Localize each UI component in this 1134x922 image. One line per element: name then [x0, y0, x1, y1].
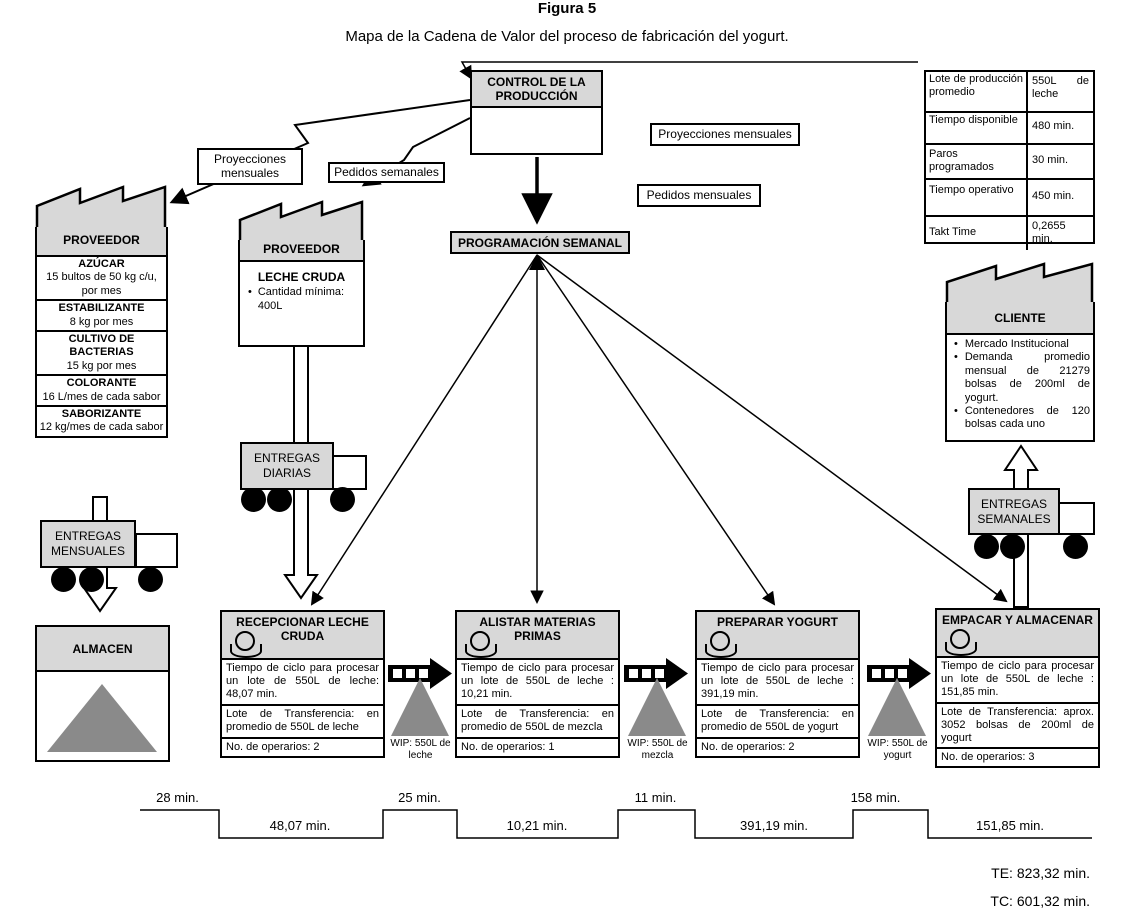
- supply-item-detail: 8 kg por mes: [69, 315, 134, 328]
- metrics-table: [924, 70, 1095, 244]
- customer-bullet: Demanda promedio mensual de 21279 bolsas de 200ml de yogurt.: [964, 351, 1090, 404]
- factory-icon: [945, 262, 1095, 302]
- supplier-milk-product: LECHE CRUDA: [257, 270, 346, 284]
- metric-value: 480 min.: [1032, 120, 1075, 132]
- wheel-icon: [51, 567, 76, 592]
- timeline-wait-label: 25 min.: [398, 790, 441, 805]
- customer-title: CLIENTE: [945, 302, 1095, 335]
- supplier-left-title: PROVEEDOR: [35, 227, 168, 257]
- label-weekly-orders: Pedidos semanales: [328, 162, 445, 183]
- warehouse-title: ALMACEN: [35, 625, 170, 672]
- wheel-icon: [974, 534, 999, 559]
- timeline-wait-label: 11 min.: [634, 790, 677, 805]
- warehouse-box: [35, 625, 170, 762]
- process-transfer: Lote de Transferencia: aprox. 3052 bolsas de 200ml de yogurt: [935, 702, 1100, 750]
- wip-label: WIP: 550L de mezcla: [627, 738, 688, 761]
- wip-label: WIP: 550L de leche: [390, 738, 451, 761]
- label-monthly-projections-left: Proyecciones mensuales: [197, 148, 303, 185]
- bullet-dot: •: [954, 338, 958, 350]
- supply-item-detail: 16 L/mes de cada sabor: [42, 390, 161, 403]
- metric-label: Lote de producción promedio: [926, 72, 1028, 111]
- wheel-icon: [1000, 534, 1025, 559]
- production-control-box: [470, 70, 603, 155]
- supply-item: [35, 405, 168, 438]
- timeline-wait-label: 158 min.: [850, 790, 901, 805]
- process-title: PREPARAR YOGURT: [717, 615, 838, 629]
- truck-monthly-label: ENTREGAS MENSUALES: [40, 520, 136, 568]
- process-box-recepcionar: [220, 610, 385, 758]
- supply-item-name: ESTABILIZANTE: [58, 302, 145, 315]
- supplier-milk-title: PROVEEDOR: [238, 240, 365, 262]
- wip-triangle-icon: [628, 678, 686, 736]
- process-box-alistar: [455, 610, 620, 758]
- process-header: [455, 610, 620, 660]
- wheel-icon: [330, 487, 355, 512]
- process-title: EMPACAR Y ALMACENAR: [942, 613, 1093, 627]
- production-control-body: [470, 106, 603, 155]
- bullet-dot: •: [248, 286, 252, 299]
- supply-item-detail: 12 kg/mes de cada sabor: [39, 421, 164, 434]
- truck-icon: [332, 455, 367, 490]
- process-transfer: Lote de Transferencia: en promedio de 550L de yogurt: [695, 704, 860, 739]
- supply-item: [35, 299, 168, 332]
- process-header: [935, 608, 1100, 658]
- truck-weekly-label: ENTREGAS SEMANALES: [968, 488, 1060, 535]
- process-operators: No. de operarios: 1: [455, 737, 620, 758]
- factory-icon: [35, 185, 168, 227]
- supply-item-detail: 15 kg por mes: [66, 359, 137, 372]
- wip-label: WIP: 550L de yogurt: [867, 738, 928, 761]
- process-header: [695, 610, 860, 660]
- wip-triangle-icon: [391, 678, 449, 736]
- metric-value: 30 min.: [1032, 154, 1069, 166]
- production-control-title: CONTROL DE LA PRODUCCIÓN: [470, 70, 603, 108]
- customer-bullet: Contenedores de 120 bolsas cada uno: [964, 405, 1090, 431]
- metric-label: Tiempo operativo: [926, 180, 1028, 215]
- scheduling-arrow-process-3: [537, 255, 774, 604]
- wheel-icon: [138, 567, 163, 592]
- total-te: TE: 823,32 min.: [991, 865, 1090, 881]
- process-box-empacar: [935, 608, 1100, 768]
- process-cycle: Tiempo de ciclo para procesar un lote de 550L de leche : 10,21 min.: [455, 658, 620, 706]
- supply-item: [35, 374, 168, 407]
- customer-body: [945, 335, 1095, 442]
- process-transfer: Lote de Transferencia: en promedio de 550L de leche: [220, 704, 385, 739]
- process-cycle: Tiempo de ciclo para procesar un lote de 550L de leche : 151,85 min.: [935, 656, 1100, 704]
- timeline-process-label: 10,21 min.: [506, 818, 568, 833]
- metric-value: 550L de leche: [1032, 75, 1089, 101]
- wheel-icon: [79, 567, 104, 592]
- truck-daily-label: ENTREGAS DIARIAS: [240, 442, 334, 490]
- figure-subtitle: Mapa de la Cadena de Valor del proceso de fabricación del yogurt.: [345, 28, 789, 45]
- supply-item-name: SABORIZANTE: [61, 408, 142, 421]
- weekly-scheduling-box: PROGRAMACIÓN SEMANAL: [450, 231, 630, 254]
- process-transfer: Lote de Transferencia: en promedio de 550L de mezcla: [455, 704, 620, 739]
- process-cycle: Tiempo de ciclo para procesar un lote de 550L de leche: 48,07 min.: [220, 658, 385, 706]
- supplier-left: [35, 185, 168, 438]
- operator-icon: [705, 631, 735, 657]
- supply-item: [35, 255, 168, 301]
- process-title: ALISTAR MATERIAS PRIMAS: [479, 615, 596, 643]
- timeline-process-label: 48,07 min.: [269, 818, 331, 833]
- total-tc: TC: 601,32 min.: [990, 893, 1090, 909]
- customer-box: [945, 262, 1095, 442]
- process-header: [220, 610, 385, 660]
- scheduling-arrow-process-4: [537, 255, 1006, 601]
- wheel-icon: [1063, 534, 1088, 559]
- timeline-process-label: 391,19 min.: [740, 818, 808, 833]
- supply-item-detail: 15 bultos de 50 kg c/u, por mes: [46, 271, 157, 297]
- process-title: RECEPCIONAR LECHE CRUDA: [236, 615, 369, 643]
- supply-item-name: COLORANTE: [66, 377, 137, 390]
- wheel-icon: [267, 487, 292, 512]
- operator-icon: [465, 631, 495, 657]
- metric-label: Tiempo disponible: [926, 113, 1028, 143]
- wip-triangle-icon: [868, 678, 926, 736]
- metric-value: 450 min.: [1032, 190, 1075, 202]
- timeline-wait-label: 28 min.: [156, 790, 199, 805]
- supply-item: [35, 330, 168, 376]
- operator-icon: [945, 629, 975, 655]
- factory-icon: [238, 200, 365, 240]
- truck-icon: [135, 533, 178, 568]
- process-cycle: Tiempo de ciclo para procesar un lote de 550L de leche : 391,19 min.: [695, 658, 860, 706]
- metric-label: Takt Time: [926, 217, 1028, 250]
- customer-bullet: Mercado Institucional: [964, 338, 1069, 350]
- process-operators: No. de operarios: 2: [695, 737, 860, 758]
- supply-item-name: CULTIVO DE BACTERIAS: [68, 333, 135, 359]
- timeline-process-label: 151,85 min.: [976, 818, 1044, 833]
- bullet-dot: •: [954, 405, 958, 418]
- metric-value: 0,2655 min.: [1032, 220, 1066, 246]
- supplier-milk-detail: Cantidad mínima: 400L: [257, 286, 345, 312]
- supplier-milk: [238, 200, 365, 347]
- metric-label: Paros programados: [926, 145, 1028, 178]
- figure-title: Figura 5: [537, 0, 597, 17]
- warehouse-body: [35, 670, 170, 762]
- supply-item-name: AZÚCAR: [78, 258, 125, 270]
- operator-icon: [230, 631, 260, 657]
- warehouse-triangle-icon: [47, 684, 157, 752]
- supplier-milk-body: [238, 262, 365, 347]
- process-operators: No. de operarios: 3: [935, 747, 1100, 768]
- process-box-preparar: [695, 610, 860, 758]
- label-monthly-projections-right: Proyecciones mensuales: [650, 123, 800, 146]
- process-operators: No. de operarios: 2: [220, 737, 385, 758]
- label-monthly-orders: Pedidos mensuales: [637, 184, 761, 207]
- truck-icon: [1058, 502, 1095, 535]
- bullet-dot: •: [954, 351, 958, 364]
- wheel-icon: [241, 487, 266, 512]
